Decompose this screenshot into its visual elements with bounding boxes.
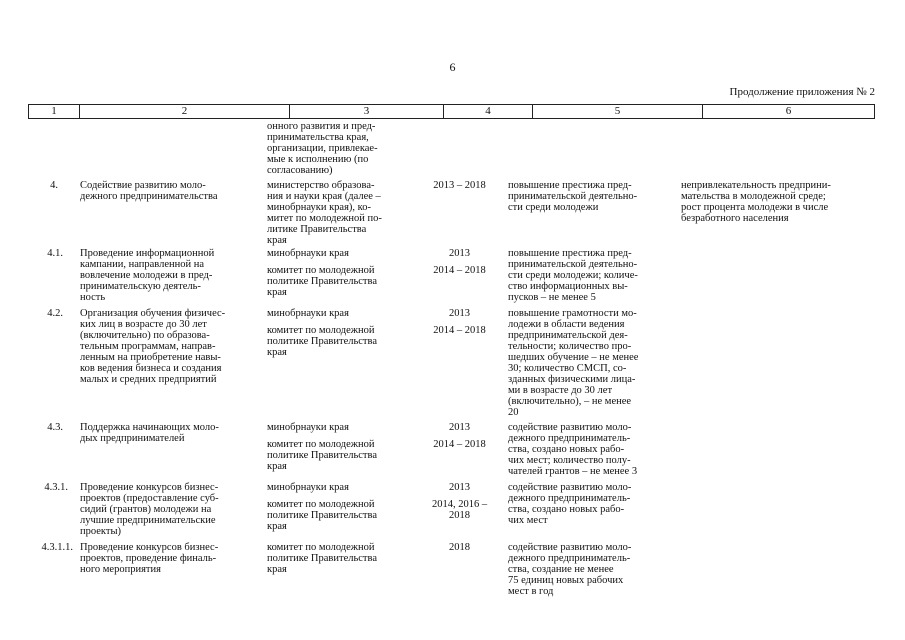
- row-4-risk: непривлекательность предприни- мательства в молодежной среде; рост процента молодежи в числе безработного населения: [681, 180, 831, 224]
- continuation-label: Продолжение приложения № 2: [729, 86, 875, 98]
- row-4-2-period-1: 2013: [449, 308, 470, 319]
- row-4-3-number: 4.3.: [47, 422, 63, 433]
- row-4-3-1-1-result: содействие развитию моло- дежного предприниматель- ства, создание не менее 75 единиц новых рабочих мест в год: [508, 542, 632, 597]
- row-4-1-name: Проведение информационной кампании, направленной на вовлечение молодежи в пред- принимательскую деятель- ность: [80, 248, 215, 303]
- row-4-3-1-number: 4.3.1.: [44, 482, 68, 493]
- row-4-3-1-executor-1: минобрнауки края: [267, 482, 349, 493]
- continued-executors: онного развития и пред- принимательства края, организации, привлекае- мые к исполнению (по согласованию): [267, 121, 378, 176]
- row-4-3-period-1: 2013: [449, 422, 470, 433]
- row-4-1-result: повышение престижа пред- принимательской деятельно- сти среди молодежи; количе- ство информационных вы- пусков – не менее 5: [508, 248, 638, 303]
- row-4-number: 4.: [50, 180, 58, 191]
- header-col-4: 4: [444, 105, 533, 118]
- row-4-2-executor-2: комитет по молодежной политике Правительства края: [267, 325, 377, 358]
- row-4-3-period-2: 2014 – 2018: [433, 439, 486, 450]
- row-4-3-1-name: Проведение конкурсов бизнес- проектов (предоставление суб- сидий (грантов) молодежи на лучшие предпринимательские проекты): [80, 482, 219, 537]
- row-4-3-1-result: содействие развитию моло- дежного предприниматель- ства, создано новых рабо- чих мест: [508, 482, 632, 526]
- row-4-3-1-1-number: 4.3.1.1.: [41, 542, 73, 553]
- row-4-1-period-1: 2013: [449, 248, 470, 259]
- row-4-executors: министерство образова- ния и науки края (далее – минобрнауки края), ко- митет по молодежной по- литике Правительства края: [267, 180, 382, 246]
- row-4-1-number: 4.1.: [47, 248, 63, 259]
- row-4-3-1-period-1: 2013: [449, 482, 470, 493]
- row-4-3-1-1-executor: комитет по молодежной политике Правительства края: [267, 542, 377, 575]
- row-4-3-executor-1: минобрнауки края: [267, 422, 349, 433]
- page-number: 6: [449, 60, 456, 74]
- row-4-2-executor-1: минобрнауки края: [267, 308, 349, 319]
- header-col-3: 3: [290, 105, 444, 118]
- header-col-1: 1: [29, 105, 80, 118]
- row-4-name: Содействие развитию моло- дежного предпринимательства: [80, 180, 218, 202]
- row-4-1-executor-2: комитет по молодежной политике Правительства края: [267, 265, 377, 298]
- header-col-5: 5: [533, 105, 703, 118]
- row-4-3-name: Поддержка начинающих моло- дых предпринимателей: [80, 422, 219, 444]
- row-4-2-result: повышение грамотности мо- лодежи в области ведения предпринимательской дея- тельности; количество про- шедших обучение – не менее 30; количество СМСП, со- зданных физическими лица- ми в возрасте до 30 лет (включительно), – не менее 20: [508, 308, 639, 418]
- header-col-6: 6: [785, 105, 792, 117]
- row-4-3-1-executor-2: комитет по молодежной политике Правительства края: [267, 499, 377, 532]
- row-4-2-number: 4.2.: [47, 308, 63, 319]
- row-4-3-1-period-2: 2014, 2016 – 2018: [431, 499, 488, 521]
- row-4-1-executor-1: минобрнауки края: [267, 248, 349, 259]
- header-col-2: 2: [80, 105, 290, 118]
- row-4-3-1-1-name: Проведение конкурсов бизнес- проектов, проведение финаль- ного мероприятия: [80, 542, 219, 575]
- row-4-3-1-1-period: 2018: [449, 542, 470, 553]
- row-4-1-period-2: 2014 – 2018: [433, 265, 486, 276]
- row-4-2-period-2: 2014 – 2018: [433, 325, 486, 336]
- table-header: [28, 104, 875, 119]
- row-4-3-result: содействие развитию моло- дежного предприниматель- ства, создано новых рабо- чих мест; количество полу- чателей грантов – не менее 3: [508, 422, 638, 477]
- row-4-period: 2013 – 2018: [433, 180, 486, 191]
- row-4-3-executor-2: комитет по молодежной политике Правительства края: [267, 439, 377, 472]
- row-4-result: повышение престижа пред- принимательской деятельно- сти среди молодежи: [508, 180, 638, 213]
- row-4-2-name: Организация обучения физичес- ких лиц в возрасте до 30 лет (включительно) по образова- тельным программам, направ- ленным на приобретение навы- ков ведения бизнеса и создания малых и средних предприятий: [80, 308, 226, 385]
